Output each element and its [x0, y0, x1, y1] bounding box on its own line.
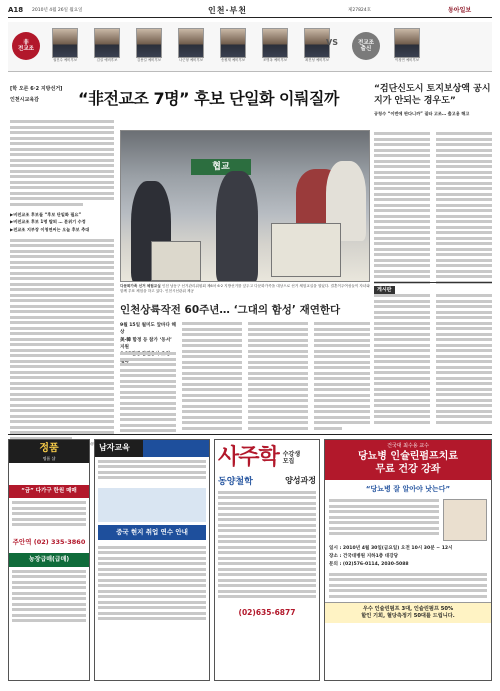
candidate-name: 송원재 예비후보: [220, 58, 245, 62]
ad-saju-school[interactable]: 사주학 수강생 모집 동양철학 양성과정 (02)635-6877: [214, 439, 320, 681]
ad-education[interactable]: 남자교육 중국 현지 취업 연수 안내: [94, 439, 210, 681]
bulletin-text-b: [436, 294, 492, 426]
candidate-card: [48, 28, 82, 63]
candidate-card: [216, 28, 250, 63]
newspaper-name: 동아일보: [448, 7, 472, 14]
candidate-photo: [52, 28, 78, 58]
versus-label: VS: [326, 38, 338, 47]
lead-bullet: ▶비전교조 후보 1명 탈퇴 … 분위기 수정: [10, 219, 86, 225]
second-text-c: [248, 322, 308, 432]
lead-bullet: ▶비전교조 후보들 “후보 단일화 필요”: [10, 211, 82, 217]
page-header: [8, 6, 492, 18]
section-title: 인천·부천: [208, 6, 247, 15]
candidate-card: [174, 28, 208, 63]
candidate-name: 권진수 예비후보: [52, 58, 77, 62]
candidate-card: [132, 28, 166, 63]
candidate-name: 김용길 예비후보: [136, 58, 161, 62]
bulletin-text-a: [374, 294, 430, 426]
candidate-card: [390, 28, 424, 63]
candidate-photo: [136, 28, 162, 58]
ad-real-estate[interactable]: 정품 명품 샵 “금” 다가구 한원 매매 주안역 (02) 335-3860 농장급매(급매): [8, 439, 90, 681]
candidate-name: 김실 예비후보: [96, 58, 118, 62]
bulletin-board: 게시판: [374, 282, 492, 295]
photo-caption: 다문화가족 선거 체험교실 인천 남동구 선거관리위원회 제6차 6·2 지방선거를 앞두고 다문화가족을 대상으로 선거 체험교실을 열었다. 결혼이주여성들이 자녀와 함께 투표 체험을 하고 있다. 인천시선관위 제공: [120, 284, 370, 293]
ballot-box: [271, 223, 341, 277]
ad-diabetes-lecture[interactable]: 건국대 최수용 교수 당뇨병 인슐린펌프치료 무료 건강 강좌 “당뇨병 잘 알아야 낫는다” 일시 : 2010년 4월 30일(금요일) 오전 10시 30분 ~ 12시 장소 : 건국대병원 지하1층 대강당 문의 : (02)576-0114, 2030-5088 우수 인슐린펌프 3대, 인슐린펌프 50% 할인 기회, 혈당측정기 50대를 드립니다.: [324, 439, 492, 681]
second-text-d: [314, 322, 370, 432]
kteu-label: 전교조 출신: [352, 32, 380, 60]
advertisement-section: [8, 434, 492, 684]
candidate-row: [8, 22, 492, 72]
photo-sign: 협교: [191, 159, 251, 175]
candidate-card: [258, 28, 292, 63]
candidate-photo: [94, 28, 120, 58]
person-figure: [216, 171, 258, 282]
candidate-name: 나근형 예비후보: [178, 58, 203, 62]
right-text-b: [436, 132, 492, 286]
ballot-box: [151, 241, 201, 281]
second-text-b: [182, 322, 242, 432]
main-photo: [120, 130, 370, 282]
candidate-name: 조병옥 예비후보: [262, 58, 287, 62]
candidate-list-right: [390, 28, 424, 63]
right-text-a: [374, 132, 430, 286]
lead-text-column: [10, 120, 114, 447]
issue-date: 2010년 4월 26일 월요일: [32, 8, 83, 13]
candidate-photo: [220, 28, 246, 58]
candidate-photo: [262, 28, 288, 58]
quote-box: “검단신도시 토지보상액 공시지가 안되는 경우도” 공청수 “이번에 판다니까” 질타 고조… 출고용 해고: [374, 84, 491, 117]
story-tag: [학 오른 6·2 지방선거] 인천시교육감: [10, 86, 63, 103]
lead-bullet: ▶전교조 지부장 이청연씨는 오늘 후보 추대: [10, 226, 90, 232]
issue-number: 제27824호: [348, 8, 372, 13]
second-text-a: [120, 352, 176, 435]
candidate-name: 최진성 예비후보: [304, 58, 329, 62]
non-kteu-label: 非 전교조: [12, 32, 40, 60]
candidate-photo: [394, 28, 420, 58]
candidate-card: [90, 28, 124, 63]
page-number: A18: [8, 6, 24, 14]
candidate-list-left: [48, 28, 334, 63]
second-subheads: 9월 15일 월미도 앞바다 해상 美·韓 함정 등 참가 ‘동서’ 지원: [120, 323, 176, 351]
lead-headline: “非전교조 7명” 후보 단일화 이뤄질까: [78, 89, 339, 108]
lead-bullets: [10, 212, 114, 233]
candidate-photo: [178, 28, 204, 58]
second-headline: 인천상륙작전 60주년… ‘그대의 함성’ 재연한다: [120, 304, 341, 316]
candidate-name: 이청연 예비후보: [394, 58, 419, 62]
